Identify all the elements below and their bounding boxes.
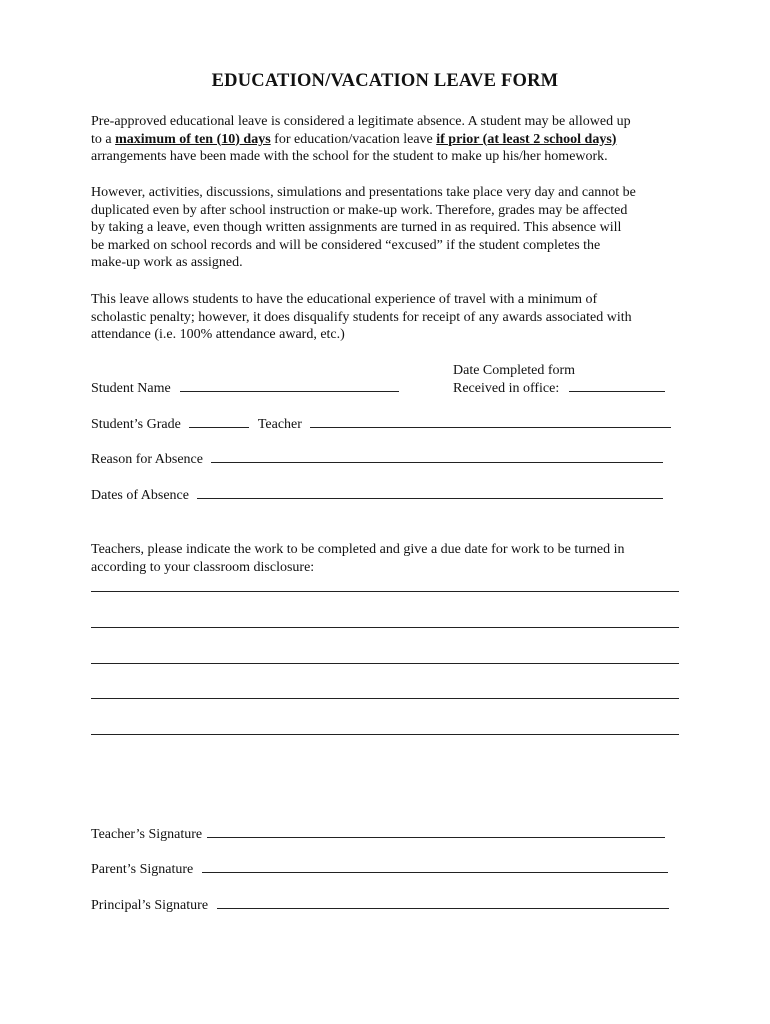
- awards-line-2: scholastic penalty; however, it does disqualify students for receipt of any awards associated with: [91, 309, 632, 325]
- awards-line-1: This leave allows students to have the educational experience of travel with a minimum of: [91, 292, 598, 307]
- intro-line-1: Pre-approved educational leave is considered a legitimate absence. A student may be allowed up: [91, 114, 631, 129]
- form-title: EDUCATION/VACATION LEAVE FORM: [211, 71, 559, 91]
- received-in-office-label: Received in office:: [453, 381, 560, 396]
- grades-line-4: be marked on school records and will be considered “excused” if the student completes the: [91, 237, 601, 253]
- parent-signature-label: Parent’s Signature: [91, 862, 194, 877]
- students-grade-label: Student’s Grade: [91, 417, 181, 432]
- student-name-field[interactable]: [91, 381, 399, 397]
- grades-line-5: make-up work as assigned.: [91, 255, 243, 271]
- teacher-signature-field[interactable]: [91, 827, 665, 843]
- dates-label: Dates of Absence: [91, 488, 189, 503]
- parent-signature-blank[interactable]: [202, 871, 668, 873]
- student-name-blank[interactable]: [180, 390, 399, 392]
- principal-signature-field[interactable]: [91, 898, 669, 914]
- grade-teacher-row: [91, 417, 671, 433]
- work-line[interactable]: [91, 698, 679, 699]
- teacher-signature-blank[interactable]: [207, 836, 665, 838]
- max-days-emphasis: maximum of ten (10) days: [115, 131, 271, 147]
- teachers-instructions-line-1: Teachers, please indicate the work to be completed and give a due date for work to be turned in: [91, 542, 625, 557]
- work-line[interactable]: [91, 591, 679, 592]
- awards-line-3: attendance (i.e. 100% attendance award, etc.): [91, 327, 345, 343]
- reason-blank[interactable]: [211, 461, 663, 463]
- teacher-label: Teacher: [257, 417, 302, 432]
- reason-label: Reason for Absence: [91, 452, 203, 467]
- teachers-instructions: [91, 541, 691, 576]
- teachers-instructions-line-2: according to your classroom disclosure:: [91, 559, 315, 575]
- teacher-signature-label: Teacher’s Signature: [91, 827, 203, 842]
- awards-paragraph: [91, 291, 691, 344]
- date-completed-label: Date Completed form: [453, 363, 576, 378]
- dates-field[interactable]: [91, 488, 663, 504]
- principal-signature-blank[interactable]: [217, 907, 669, 909]
- teacher-blank[interactable]: [310, 426, 671, 428]
- grades-line-2: duplicated even by after school instruction or make-up work. Therefore, grades may be affected: [91, 202, 628, 218]
- intro-paragraph: [91, 113, 691, 166]
- grades-line-1: However, activities, discussions, simulations and presentations take place very day and cannot be: [91, 185, 636, 200]
- work-line[interactable]: [91, 663, 679, 664]
- parent-signature-field[interactable]: [91, 862, 668, 878]
- grades-line-3: by taking a leave, even though written assignments are turned in as required. This absence will: [91, 220, 622, 236]
- intro-line-2: to a maximum of ten (10) days for education/vacation leave if prior (at least 2 school days): [91, 131, 617, 147]
- work-line[interactable]: [91, 627, 679, 628]
- principal-signature-label: Principal’s Signature: [91, 898, 209, 913]
- grades-paragraph: [91, 184, 691, 272]
- reason-field[interactable]: [91, 452, 663, 468]
- prior-arrangement-emphasis: if prior (at least 2 school days): [436, 131, 617, 147]
- dates-blank[interactable]: [197, 497, 663, 499]
- work-line[interactable]: [91, 734, 679, 735]
- received-in-office-blank[interactable]: [569, 390, 665, 392]
- students-grade-blank[interactable]: [189, 426, 249, 428]
- student-name-label: Student Name: [91, 381, 171, 396]
- received-in-office-field[interactable]: [453, 381, 665, 397]
- intro-line-3: arrangements have been made with the school for the student to make up his/her homework.: [91, 149, 608, 165]
